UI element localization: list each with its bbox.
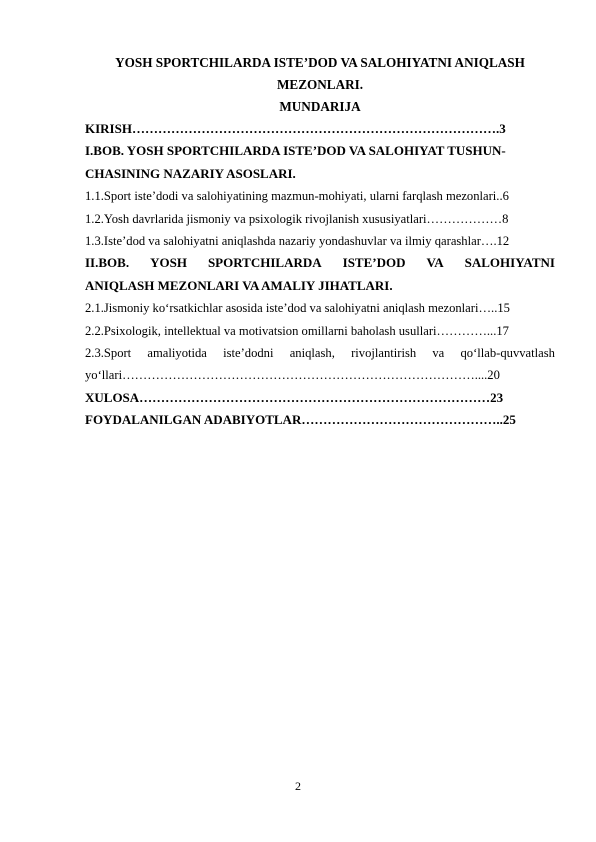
toc-entry-2-3-word: qo‘llab-quvvatlash xyxy=(460,346,555,361)
toc-chapter-2-line-1 xyxy=(85,252,555,274)
toc-chapter-2-word: YOSH xyxy=(150,255,187,271)
toc-entry-1-3: 1.3.Iste’dod va salohiyatni aniqlashda nazariy yondashuvlar va ilmiy qarashlar….12 xyxy=(85,234,510,249)
toc-entry-xulosa: XULOSA………………………………………………………………………23 xyxy=(85,389,504,405)
toc-entry-adabiyotlar: FOYDALANILGAN ADABIYOTLAR………………………………………..25 xyxy=(85,412,516,428)
toc-entry-kirish: KIRISH………………………………………………………………………….3 xyxy=(85,121,506,136)
toc-entry-2-3-word: va xyxy=(432,346,445,361)
page-number: 2 xyxy=(295,779,301,793)
toc-chapter-2-word: SALOHIYATNI xyxy=(464,255,555,271)
toc-entry-2-3-word: rivojlantirish xyxy=(351,346,417,361)
toc-entry-2-2: 2.2.Psixologik, intellektual va motivatsion omillarni baholash usullari…………...17 xyxy=(85,323,509,338)
toc-chapter-2-word: SPORTCHILARDA xyxy=(207,255,322,271)
toc-chapter-1-line-1: I.BOB. YOSH SPORTCHILARDA ISTE’DOD VA SALOHIYAT TUSHUN- xyxy=(85,143,506,159)
toc-entry-1-2: 1.2.Yosh davrlarida jismoniy va psixologik rivojlanish xususiyatlari………………8 xyxy=(85,211,509,226)
toc-entry-2-3-word: aniqlash, xyxy=(289,346,335,361)
toc-entry-2-3-word: iste’dodni xyxy=(223,346,274,361)
toc-chapter-2-line-2: ANIQLASH MEZONLARI VA AMALIY JIHATLARI. xyxy=(85,277,393,293)
toc-entry-1-1: 1.1.Sport iste’dodi va salohiyatining mazmun-mohiyati, ularni farqlash mezonlari..6 xyxy=(85,189,509,204)
toc-entry-2-3-line-1 xyxy=(85,342,555,364)
table-of-contents xyxy=(85,52,555,432)
document-title-line-1: YOSH SPORTCHILARDA ISTE’DOD VA SALOHIYATNI ANIQLASH xyxy=(115,55,525,70)
contents-heading: MUNDARIJA xyxy=(279,99,361,114)
toc-entry-2-3-word: 2.3.Sport xyxy=(85,346,132,361)
toc-entry-2-3-word: amaliyotida xyxy=(147,346,207,361)
toc-entry-2-3-line-2: yo‘llari…………………………………………………………………………....20 xyxy=(85,368,500,383)
toc-chapter-2-word: ISTE’DOD xyxy=(342,255,406,271)
document-title-line-2: MEZONLARI. xyxy=(276,77,364,92)
toc-chapter-1-line-2: CHASINING NAZARIY ASOSLARI. xyxy=(85,165,296,181)
toc-chapter-2-word: VA xyxy=(426,255,444,271)
toc-entry-2-1: 2.1.Jismoniy ko‘rsatkichlar asosida iste’dod va salohiyatni aniqlash mezonlari…..15 xyxy=(85,301,510,316)
toc-chapter-2-word: II.BOB. xyxy=(85,255,130,271)
